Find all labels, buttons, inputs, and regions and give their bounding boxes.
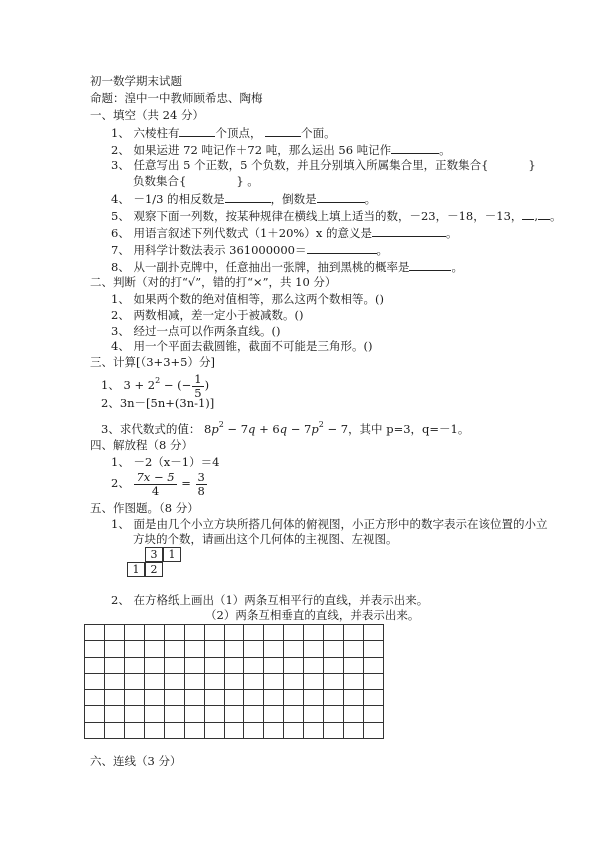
grid-cell — [264, 658, 284, 674]
grid-cell — [284, 706, 304, 722]
grid-cell — [244, 658, 264, 674]
grid-cell — [225, 674, 245, 690]
grid-cell — [284, 625, 304, 641]
cube-count-cell: 1 — [127, 562, 145, 577]
grid-cell — [244, 625, 264, 641]
cube-count-cell: 1 — [163, 547, 181, 562]
grid-cell — [324, 674, 344, 690]
equation-item-1: 1、 －2（x－1）＝4 — [111, 455, 220, 469]
fraction: $\frac{3}{8}$ — [197, 469, 205, 498]
grid-cell — [105, 658, 125, 674]
grid-cell — [205, 706, 225, 722]
equation-item-2: 2、 $\frac{7x - 5}{4}$ = $\frac{3}{8}$ — [111, 469, 205, 498]
grid-cell — [145, 690, 165, 706]
question-1-2: 2、 如果运进 72 吨记作＋72 吨，那么运出 56 吨记作 。 — [111, 143, 451, 157]
question-1-3: 3、 任意写出 5 个正数，5 个负数，并且分别填入所属集合里，正数集合{ } — [111, 158, 536, 172]
grid-cell — [304, 706, 324, 722]
answer-blank[interactable] — [317, 190, 365, 203]
grid-cell — [284, 674, 304, 690]
calc-item-2: 2、3n－[5n+(3n-1)] — [101, 396, 215, 410]
judge-item-3: 3、 经过一点可以作两条直线。() — [111, 324, 281, 338]
grid-cell — [225, 723, 245, 739]
grid-cell — [264, 625, 284, 641]
grid-cell — [205, 625, 225, 641]
grid-cell — [85, 674, 105, 690]
grid-cell — [304, 690, 324, 706]
answer-blank[interactable] — [265, 124, 301, 137]
grid-cell — [165, 658, 185, 674]
grid-cell — [145, 674, 165, 690]
section3-heading: 三、计算[（3+3+5）分] — [90, 355, 215, 369]
grid-cell — [225, 706, 245, 722]
grid-cell — [304, 625, 324, 641]
answer-blank[interactable] — [522, 207, 534, 220]
grid-cell — [304, 674, 324, 690]
grid-cell — [165, 723, 185, 739]
grid-cell — [165, 690, 185, 706]
grid-cell — [185, 690, 205, 706]
grid-cell — [205, 690, 225, 706]
grid-cell — [324, 641, 344, 657]
question-1-7: 7、 用科学计数法表示 361000000＝ 。 — [111, 243, 388, 257]
grid-cell — [145, 658, 165, 674]
q-num: 1、 — [111, 126, 130, 140]
grid-cell — [304, 658, 324, 674]
section6-heading: 六、连线（3 分） — [90, 754, 182, 768]
grid-cell — [125, 674, 145, 690]
grid-cell — [364, 658, 384, 674]
grid-cell — [225, 641, 245, 657]
grid-cell — [244, 674, 264, 690]
grid-cell — [85, 690, 105, 706]
grid-cell — [284, 723, 304, 739]
q-text: 六棱柱有 — [133, 126, 180, 140]
grid-cell — [105, 674, 125, 690]
grid-cell — [205, 723, 225, 739]
grid-cell — [205, 674, 225, 690]
calc-item-1: 1、 $3 + 2^2$ − (− $\frac{1}{5}$ ) — [101, 371, 210, 400]
grid-cell — [185, 706, 205, 722]
grid-cell — [225, 625, 245, 641]
question-1-4: 4、 －1/3 的相反数是 ，倒数是 。 — [111, 192, 377, 206]
grid-cell — [344, 674, 364, 690]
grid-cell — [165, 674, 185, 690]
grid-cell — [145, 723, 165, 739]
grid-cell — [324, 690, 344, 706]
grid-cell — [324, 706, 344, 722]
calc-item-3: 3、求代数式的值： $8p^2 - 7q + 6q - 7p^2 - 7$，其中 p=3，q=－1。 — [101, 420, 470, 436]
question-1-8: 8、 从一副扑克牌中，任意抽出一张牌，抽到黑桃的概率是 。 — [111, 260, 463, 274]
grid-cell — [284, 641, 304, 657]
grid-cell — [284, 658, 304, 674]
grid-cell — [284, 690, 304, 706]
grid-cell — [165, 706, 185, 722]
grid-cell — [105, 690, 125, 706]
grid-cell — [344, 706, 364, 722]
grid-cell — [105, 706, 125, 722]
grid-cell — [344, 690, 364, 706]
grid-cell — [364, 706, 384, 722]
grid-cell — [125, 658, 145, 674]
grid-cell — [145, 641, 165, 657]
section1-heading: 一、填空（共 24 分） — [90, 108, 204, 122]
grid-cell — [85, 723, 105, 739]
grid-cell — [324, 658, 344, 674]
grid-cell — [205, 658, 225, 674]
grid-cell — [125, 641, 145, 657]
grid-cell — [264, 723, 284, 739]
judge-item-1: 1、 如果两个数的绝对值相等，那么这两个数相等。() — [111, 292, 384, 306]
exam-author: 命题：湟中一中教师顾希忠、陶梅 — [90, 91, 263, 105]
answer-blank[interactable] — [307, 241, 377, 254]
grid-cell — [364, 625, 384, 641]
grid-cell — [125, 625, 145, 641]
grid-cell — [364, 723, 384, 739]
grid-cell — [244, 641, 264, 657]
judge-item-4: 4、 用一个平面去截圆锥，截面不可能是三角形。() — [111, 339, 373, 353]
grid-cell — [105, 723, 125, 739]
section4-heading: 四、解放程（8 分） — [90, 438, 193, 452]
grid-cell — [145, 625, 165, 641]
grid-cell — [225, 690, 245, 706]
grid-cell — [264, 674, 284, 690]
cube-count-cell: 2 — [145, 562, 163, 577]
answer-blank[interactable] — [391, 141, 439, 154]
grid-cell — [85, 706, 105, 722]
grid-cell — [185, 658, 205, 674]
question-1-5: 5、 观察下面一列数，按某种规律在横线上填上适当的数，－23，－18，－13， , 。 — [111, 209, 562, 223]
section2-heading: 二、判断（对的打“√”，错的打“×”，共 10 分） — [90, 275, 337, 289]
grid-cell — [364, 674, 384, 690]
grid-cell — [205, 641, 225, 657]
grid-cell — [85, 641, 105, 657]
grid-cell — [344, 658, 364, 674]
fraction: $\frac{7x - 5}{4}$ — [136, 469, 175, 498]
exam-title: 初一数学期末试题 — [90, 74, 182, 88]
answer-blank[interactable] — [372, 224, 446, 237]
fraction: $\frac{1}{5}$ — [194, 371, 202, 400]
grid-cell — [165, 625, 185, 641]
grid-cell — [225, 658, 245, 674]
grid-cell — [105, 625, 125, 641]
grid-cell — [145, 706, 165, 722]
grid-cell — [125, 723, 145, 739]
graph-paper-grid[interactable] — [84, 624, 384, 739]
grid-cell — [304, 641, 324, 657]
question-1-1: 1、 六棱柱有 个顶点， 个面。 — [111, 126, 336, 140]
grid-cell — [344, 723, 364, 739]
grid-cell — [344, 625, 364, 641]
answer-blank[interactable] — [538, 207, 550, 220]
grid-cell — [85, 625, 105, 641]
drawing-item-1: 1、 面是由几个小立方块所搭几何体的俯视图，小正方形中的数字表示在该位置的小立 — [111, 517, 548, 531]
judge-item-2: 2、 两数相减，差一定小于被减数。() — [111, 308, 304, 322]
question-1-3-cont: 负数集合{ } 。 — [133, 174, 259, 188]
grid-cell — [264, 690, 284, 706]
grid-cell — [364, 690, 384, 706]
grid-cell — [125, 690, 145, 706]
grid-cell — [185, 641, 205, 657]
grid-cell — [85, 658, 105, 674]
section5-heading: 五、作图题。（8 分） — [90, 501, 199, 515]
answer-blank[interactable] — [225, 190, 271, 203]
drawing-item-1-cont: 方块的个数，请画出这个几何体的主视图、左视图。 — [133, 532, 398, 546]
grid-cell — [244, 690, 264, 706]
grid-cell — [324, 723, 344, 739]
grid-cell — [304, 723, 324, 739]
answer-blank[interactable] — [179, 124, 215, 137]
grid-cell — [264, 706, 284, 722]
grid-cell — [264, 641, 284, 657]
grid-cell — [125, 706, 145, 722]
grid-cell — [185, 625, 205, 641]
answer-blank[interactable] — [409, 258, 451, 271]
drawing-item-2-cont: （2）两条互相垂直的直线，并表示出来。 — [205, 608, 420, 622]
grid-cell — [185, 674, 205, 690]
grid-cell — [165, 641, 185, 657]
grid-cell — [324, 625, 344, 641]
cube-count-cell: 3 — [145, 547, 163, 562]
grid-cell — [244, 723, 264, 739]
grid-cell — [344, 641, 364, 657]
drawing-item-2: 2、 在方格纸上画出（1）两条互相平行的直线，并表示出来。 — [111, 593, 429, 607]
question-1-6: 6、 用语言叙述下列代数式（1＋20%）x 的意义是 。 — [111, 226, 458, 240]
grid-cell — [185, 723, 205, 739]
grid-cell — [244, 706, 264, 722]
grid-cell — [105, 641, 125, 657]
grid-cell — [364, 641, 384, 657]
